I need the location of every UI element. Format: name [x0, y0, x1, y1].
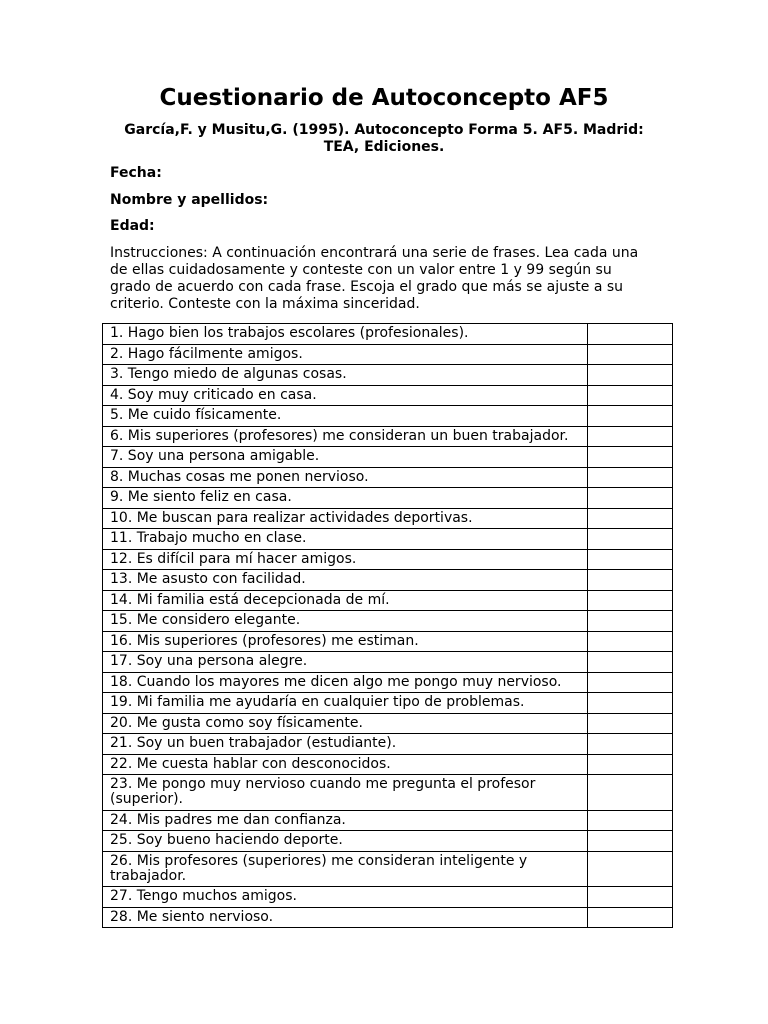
question-text: 10. Me buscan para realizar actividades deportivas.: [103, 508, 588, 529]
question-row: [103, 447, 673, 468]
question-text: 22. Me cuesta hablar con desconocidos.: [103, 754, 588, 775]
question-row: [103, 344, 673, 365]
question-text: 3. Tengo miedo de algunas cosas.: [103, 365, 588, 386]
answer-cell: [588, 529, 673, 550]
question-text: 23. Me pongo muy nervioso cuando me pregunta el profesor (superior).: [103, 775, 588, 811]
answer-cell: [588, 570, 673, 591]
question-row: [103, 324, 673, 345]
answer-cell: [588, 365, 673, 386]
answer-cell: [588, 488, 673, 509]
question-text: 5. Me cuido físicamente.: [103, 406, 588, 427]
question-text: 1. Hago bien los trabajos escolares (profesionales).: [103, 324, 588, 345]
question-text: 7. Soy una persona amigable.: [103, 447, 588, 468]
answer-cell: [588, 887, 673, 908]
answer-cell: [588, 851, 673, 887]
question-text: 2. Hago fácilmente amigos.: [103, 344, 588, 365]
question-text: 8. Muchas cosas me ponen nervioso.: [103, 467, 588, 488]
question-row: [103, 488, 673, 509]
answer-cell: [588, 611, 673, 632]
answer-cell: [588, 713, 673, 734]
question-row: [103, 907, 673, 928]
question-row: [103, 713, 673, 734]
question-text: 11. Trabajo mucho en clase.: [103, 529, 588, 550]
answer-cell: [588, 693, 673, 714]
answer-cell: [588, 549, 673, 570]
question-row: [103, 406, 673, 427]
answer-cell: [588, 775, 673, 811]
question-text: 17. Soy una persona alegre.: [103, 652, 588, 673]
date-label: Fecha:: [110, 165, 162, 181]
answer-cell: [588, 672, 673, 693]
question-text: 6. Mis superiores (profesores) me consideran un buen trabajador.: [103, 426, 588, 447]
question-row: [103, 549, 673, 570]
question-row: [103, 631, 673, 652]
question-text: 27. Tengo muchos amigos.: [103, 887, 588, 908]
question-row: [103, 693, 673, 714]
question-text: 9. Me siento feliz en casa.: [103, 488, 588, 509]
question-text: 4. Soy muy criticado en casa.: [103, 385, 588, 406]
citation: García,F. y Musitu,G. (1995). Autoconcepto Forma 5. AF5. Madrid: TEA, Ediciones.: [124, 122, 644, 155]
answer-cell: [588, 324, 673, 345]
question-text: 12. Es difícil para mí hacer amigos.: [103, 549, 588, 570]
age-label: Edad:: [110, 218, 155, 234]
question-text: 18. Cuando los mayores me dicen algo me pongo muy nervioso.: [103, 672, 588, 693]
question-row: [103, 385, 673, 406]
answer-cell: [588, 831, 673, 852]
question-row: [103, 810, 673, 831]
question-row: [103, 754, 673, 775]
question-row: [103, 672, 673, 693]
answer-cell: [588, 406, 673, 427]
answer-cell: [588, 754, 673, 775]
question-row: [103, 529, 673, 550]
answer-cell: [588, 385, 673, 406]
question-text: 21. Soy un buen trabajador (estudiante).: [103, 734, 588, 755]
question-text: 25. Soy bueno haciendo deporte.: [103, 831, 588, 852]
questionnaire-table: [102, 323, 673, 928]
answer-cell: [588, 652, 673, 673]
instructions-paragraph: Instrucciones: A continuación encontrará una serie de frases. Lea cada una de ellas cuidadosamente y conteste con un valor entre 1 y 99 según su grado de acuerdo con cada frase. Escoja el grado que más se ajuste a su criterio. Conteste con la máxima sinceridad.: [110, 245, 639, 312]
question-row: [103, 734, 673, 755]
answer-cell: [588, 344, 673, 365]
answer-cell: [588, 810, 673, 831]
question-row: [103, 426, 673, 447]
question-text: 14. Mi familia está decepcionada de mí.: [103, 590, 588, 611]
answer-cell: [588, 508, 673, 529]
name-label: Nombre y apellidos:: [110, 192, 269, 208]
answer-cell: [588, 426, 673, 447]
question-text: 26. Mis profesores (superiores) me consideran inteligente y trabajador.: [103, 851, 588, 887]
question-text: 24. Mis padres me dan confianza.: [103, 810, 588, 831]
question-row: [103, 590, 673, 611]
question-text: 13. Me asusto con facilidad.: [103, 570, 588, 591]
question-text: 20. Me gusta como soy físicamente.: [103, 713, 588, 734]
answer-cell: [588, 631, 673, 652]
question-row: [103, 570, 673, 591]
document-title: Cuestionario de Autoconcepto AF5: [159, 85, 609, 111]
question-row: [103, 887, 673, 908]
answer-cell: [588, 467, 673, 488]
answer-cell: [588, 734, 673, 755]
question-text: 19. Mi familia me ayudaría en cualquier tipo de problemas.: [103, 693, 588, 714]
question-row: [103, 851, 673, 887]
question-text: 28. Me siento nervioso.: [103, 907, 588, 928]
question-row: [103, 611, 673, 632]
answer-cell: [588, 590, 673, 611]
question-row: [103, 508, 673, 529]
question-row: [103, 365, 673, 386]
question-row: [103, 652, 673, 673]
question-row: [103, 467, 673, 488]
answer-cell: [588, 907, 673, 928]
question-text: 16. Mis superiores (profesores) me estiman.: [103, 631, 588, 652]
question-row: [103, 831, 673, 852]
question-text: 15. Me considero elegante.: [103, 611, 588, 632]
question-row: [103, 775, 673, 811]
answer-cell: [588, 447, 673, 468]
questionnaire-body: [103, 324, 673, 928]
